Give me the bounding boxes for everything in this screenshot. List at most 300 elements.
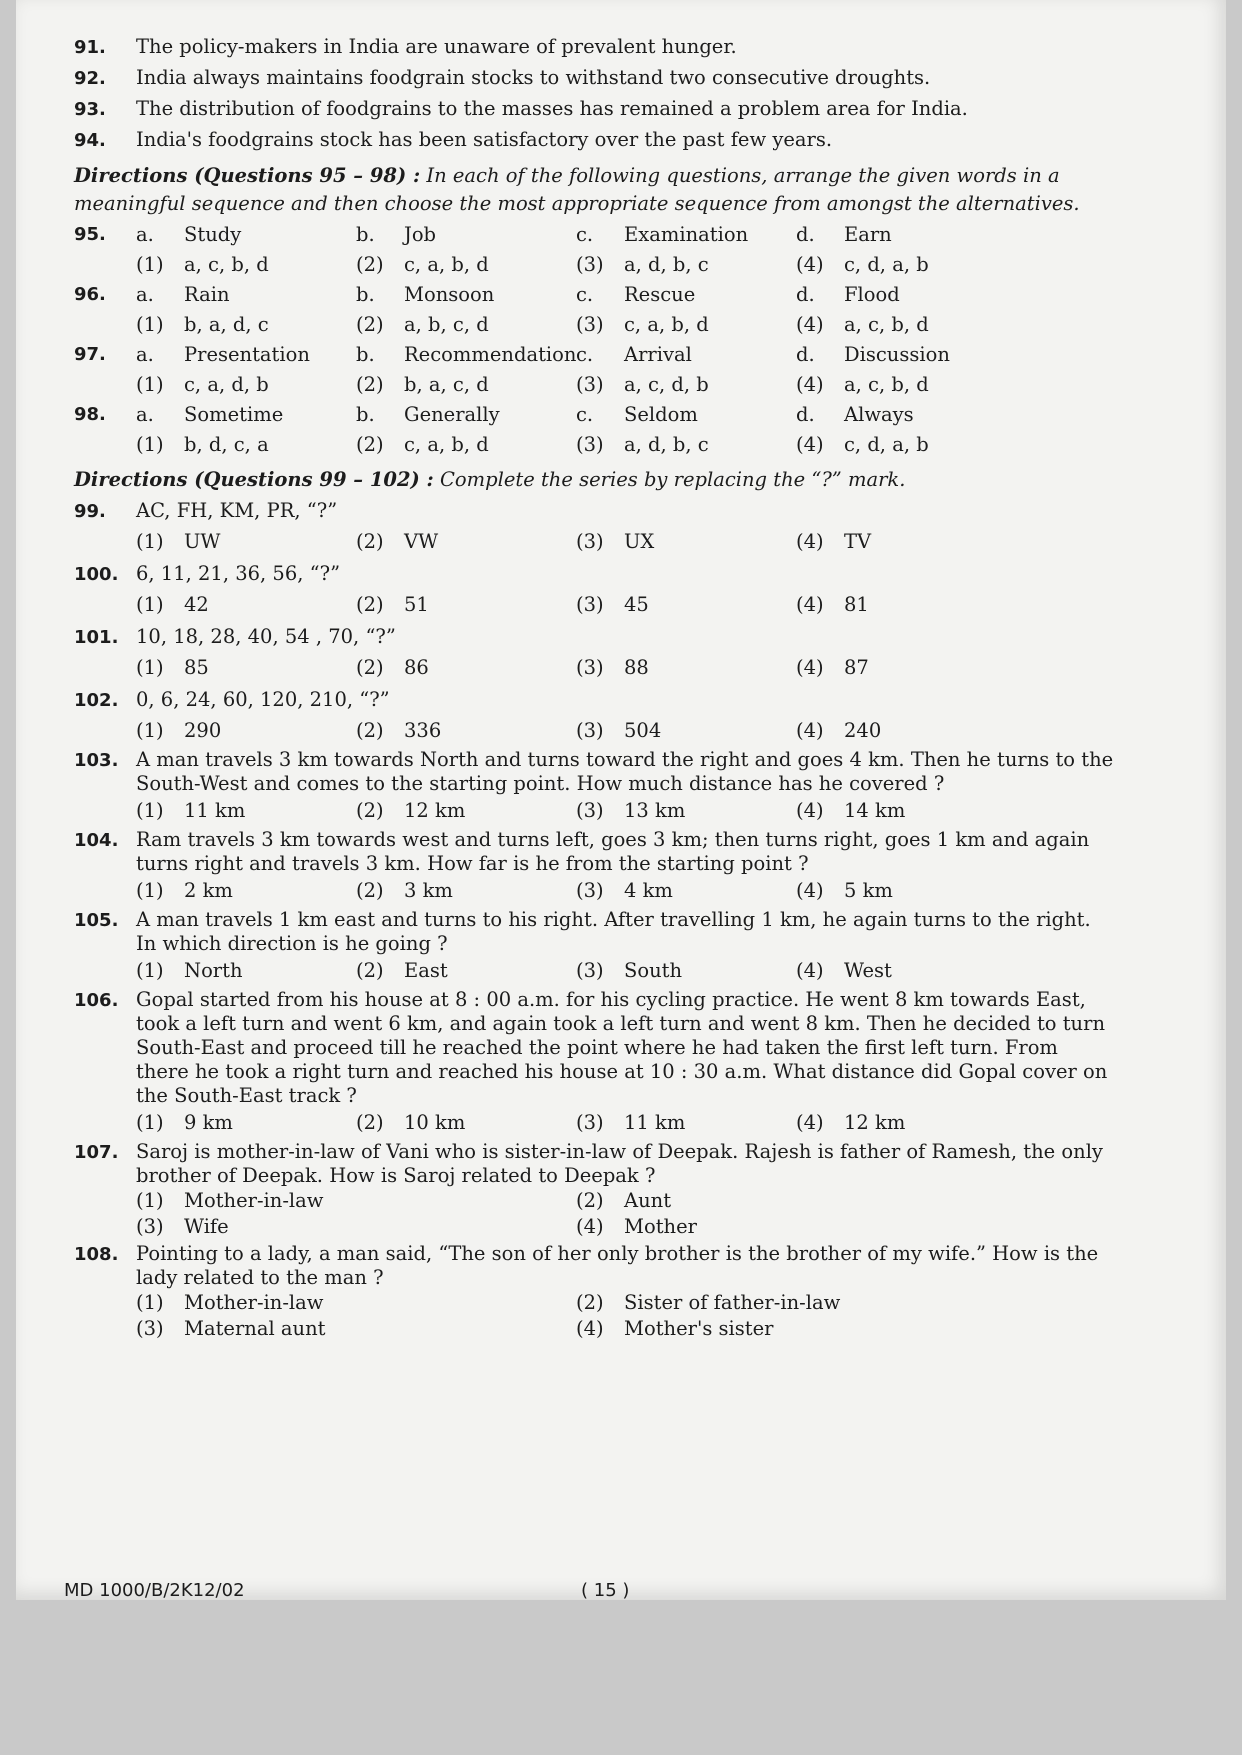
answer-option <box>576 956 796 986</box>
option-text: c, a, d, b <box>184 373 269 396</box>
spacer <box>74 1214 136 1240</box>
answer-option <box>356 310 576 340</box>
option-number: (2) <box>356 433 384 456</box>
option-row <box>74 527 1114 557</box>
word-text: Monsoon <box>404 283 495 306</box>
word-text: Flood <box>844 283 900 306</box>
option-number: (3) <box>576 253 604 276</box>
option-number: (4) <box>796 656 824 679</box>
option-number: (2) <box>356 959 384 982</box>
answer-option <box>796 653 1016 683</box>
word-item <box>796 280 1016 310</box>
word-text: Presentation <box>184 343 310 366</box>
option-row <box>74 796 1114 826</box>
option-text: Mother-in-law <box>184 1189 324 1212</box>
spacer <box>74 1188 136 1214</box>
option-number: (2) <box>576 1189 604 1212</box>
answer-option <box>576 1188 1016 1214</box>
answer-option <box>136 370 356 400</box>
option-text: 336 <box>404 719 442 742</box>
option-text: c, a, b, d <box>404 253 489 276</box>
word-letter: b. <box>356 403 375 426</box>
word-letter: a. <box>136 223 154 246</box>
option-text: 12 km <box>404 799 466 822</box>
option-number: (3) <box>576 373 604 396</box>
answer-option <box>136 1290 576 1316</box>
option-text: 86 <box>404 656 429 679</box>
spacer <box>74 1316 136 1342</box>
statement-text: India's foodgrains stock has been satisfactory over the past few years. <box>136 128 833 151</box>
answer-option <box>356 653 576 683</box>
directions-text: In each of the following questions, arrange the given words in a meaningful sequence and then choose the most appropriate sequence from amongst the alternatives. <box>74 164 1080 215</box>
option-number: (2) <box>356 879 384 902</box>
question-number: 100. <box>74 564 119 585</box>
answer-option <box>576 1290 1016 1316</box>
word-item <box>356 220 576 250</box>
paper-sheet <box>16 0 1226 1600</box>
option-text: 5 km <box>844 879 893 902</box>
question-row <box>74 1242 1114 1290</box>
answer-option <box>136 716 356 746</box>
question-number: 101. <box>74 627 119 648</box>
word-item <box>136 280 356 310</box>
word-letter: c. <box>576 283 594 306</box>
answer-option <box>796 716 1016 746</box>
directions-95-98 <box>74 162 1114 218</box>
word-item <box>136 340 356 370</box>
option-text: 12 km <box>844 1111 906 1134</box>
option-text: Maternal aunt <box>184 1317 326 1340</box>
word-letter: a. <box>136 283 154 306</box>
answer-option <box>796 430 1016 460</box>
spacer <box>74 430 136 460</box>
spacer <box>74 1290 136 1316</box>
word-item <box>796 220 1016 250</box>
option-row <box>74 716 1114 746</box>
word-text: Discussion <box>844 343 950 366</box>
series-questions <box>74 496 1114 746</box>
answer-option <box>576 430 796 460</box>
answer-option <box>356 370 576 400</box>
option-row <box>74 1290 1114 1316</box>
question-number: 105. <box>74 910 119 931</box>
answer-option <box>576 310 796 340</box>
answer-option <box>796 370 1016 400</box>
option-row <box>74 310 1114 340</box>
answer-option <box>356 716 576 746</box>
option-text: Mother's sister <box>624 1317 774 1340</box>
question-number: 94. <box>74 130 106 151</box>
question-number: 98. <box>74 404 106 425</box>
option-number: (3) <box>576 433 604 456</box>
question-text: Pointing to a lady, a man said, “The son of her only brother is the brother of my wife.” How is the lady related to the man ? <box>136 1242 1099 1289</box>
question-number: 96. <box>74 284 106 305</box>
option-number: (3) <box>576 313 604 336</box>
option-number: (3) <box>136 1215 164 1238</box>
option-text: a, d, b, c <box>624 253 709 276</box>
spacer <box>74 956 136 986</box>
option-text: b, d, c, a <box>184 433 269 456</box>
word-item <box>356 400 576 430</box>
answer-option <box>796 1108 1016 1138</box>
question-row <box>74 496 1114 527</box>
answer-option <box>576 370 796 400</box>
option-text: b, a, c, d <box>404 373 489 396</box>
spacer <box>74 590 136 620</box>
answer-option <box>576 796 796 826</box>
question-number: 92. <box>74 68 106 89</box>
answer-option <box>796 956 1016 986</box>
statement-row <box>74 125 1114 156</box>
option-text: c, a, b, d <box>404 433 489 456</box>
question-row <box>74 828 1114 876</box>
question-text: A man travels 3 km towards North and turns toward the right and goes 4 km. Then he turns to the South-West and comes to the starting point. How much distance has he covered ? <box>136 748 1114 795</box>
directions-heading: Directions (Questions 95 – 98) : <box>74 164 421 187</box>
word-item <box>576 220 796 250</box>
option-text: a, c, b, d <box>184 253 269 276</box>
word-letter: a. <box>136 343 154 366</box>
option-number: (1) <box>136 656 164 679</box>
direction-questions <box>74 748 1114 1138</box>
answer-option <box>576 653 796 683</box>
statement-list <box>74 32 1114 156</box>
option-number: (2) <box>356 656 384 679</box>
question-number: 91. <box>74 37 106 58</box>
option-text: South <box>624 959 683 982</box>
word-text: Recommendation <box>404 343 577 366</box>
option-text: 88 <box>624 656 649 679</box>
answer-option <box>136 430 356 460</box>
statement-text: The policy-makers in India are unaware of prevalent hunger. <box>136 35 737 58</box>
word-text: Seldom <box>624 403 698 426</box>
spacer <box>74 1108 136 1138</box>
question-row <box>74 622 1114 653</box>
option-number: (4) <box>796 879 824 902</box>
option-text: a, c, b, d <box>844 373 929 396</box>
option-number: (2) <box>356 253 384 276</box>
question-text: 0, 6, 24, 60, 120, 210, “?” <box>136 688 390 711</box>
answer-option <box>356 956 576 986</box>
word-text: Examination <box>624 223 749 246</box>
question-row <box>74 748 1114 796</box>
answer-option <box>576 250 796 280</box>
word-letter: c. <box>576 403 594 426</box>
option-number: (4) <box>796 719 824 742</box>
answer-option <box>356 876 576 906</box>
answer-option <box>576 876 796 906</box>
word-item <box>796 400 1016 430</box>
word-letter: d. <box>796 343 815 366</box>
question-row <box>74 559 1114 590</box>
option-row <box>74 370 1114 400</box>
answer-option <box>136 1188 576 1214</box>
option-row <box>74 430 1114 460</box>
word-letter: c. <box>576 223 594 246</box>
directions-heading: Directions (Questions 99 – 102) : <box>74 468 434 491</box>
word-letter: d. <box>796 403 815 426</box>
option-text: TV <box>844 530 872 553</box>
word-letter: b. <box>356 283 375 306</box>
option-number: (3) <box>136 1317 164 1340</box>
option-text: a, c, b, d <box>844 313 929 336</box>
option-text: c, d, a, b <box>844 433 929 456</box>
answer-option <box>796 250 1016 280</box>
option-text: West <box>844 959 892 982</box>
word-text: Study <box>184 223 242 246</box>
option-text: 2 km <box>184 879 233 902</box>
statement-text: The distribution of foodgrains to the masses has remained a problem area for India. <box>136 97 968 120</box>
question-text: 10, 18, 28, 40, 54 , 70, “?” <box>136 625 396 648</box>
option-text: 4 km <box>624 879 673 902</box>
spacer <box>74 370 136 400</box>
option-number: (1) <box>136 1111 164 1134</box>
option-row <box>74 1214 1114 1240</box>
option-number: (2) <box>356 530 384 553</box>
question-number: 99. <box>74 501 106 522</box>
option-text: b, a, d, c <box>184 313 269 336</box>
answer-option <box>576 1214 1016 1240</box>
answer-option <box>576 1108 796 1138</box>
word-row <box>74 280 1114 310</box>
word-letter: b. <box>356 223 375 246</box>
option-number: (3) <box>576 799 604 822</box>
option-text: c, a, b, d <box>624 313 709 336</box>
statement-row <box>74 63 1114 94</box>
option-number: (3) <box>576 593 604 616</box>
option-text: 45 <box>624 593 649 616</box>
option-text: 81 <box>844 593 869 616</box>
answer-option <box>356 527 576 557</box>
option-number: (4) <box>796 959 824 982</box>
statement-row <box>74 94 1114 125</box>
word-item <box>136 400 356 430</box>
option-text: Aunt <box>624 1189 672 1212</box>
option-text: 51 <box>404 593 429 616</box>
option-number: (4) <box>796 253 824 276</box>
option-row <box>74 1316 1114 1342</box>
option-number: (1) <box>136 799 164 822</box>
answer-option <box>576 716 796 746</box>
option-number: (4) <box>576 1215 604 1238</box>
answer-option <box>796 527 1016 557</box>
option-number: (1) <box>136 373 164 396</box>
answer-option <box>136 590 356 620</box>
option-text: 42 <box>184 593 209 616</box>
option-text: Wife <box>184 1215 229 1238</box>
word-letter: d. <box>796 283 815 306</box>
option-number: (2) <box>356 799 384 822</box>
option-text: 3 km <box>404 879 453 902</box>
option-row <box>74 956 1114 986</box>
option-text: 9 km <box>184 1111 233 1134</box>
answer-option <box>136 876 356 906</box>
option-text: 240 <box>844 719 882 742</box>
option-number: (4) <box>796 530 824 553</box>
option-text: 11 km <box>624 1111 686 1134</box>
option-number: (3) <box>576 656 604 679</box>
option-text: 87 <box>844 656 869 679</box>
question-text: Gopal started from his house at 8 : 00 a.m. for his cycling practice. He went 8 km towards East, took a left turn and went 6 km, and again took a left turn and went 8 km. Then he decided to turn South-East and proceed till he reached the point where he had taken the first left turn. From there he took a right turn and reached his house at 10 : 30 a.m. What distance did Gopal cover on the South-East track ? <box>136 988 1108 1107</box>
option-number: (3) <box>576 530 604 553</box>
option-number: (4) <box>796 593 824 616</box>
question-number: 103. <box>74 750 119 771</box>
word-text: Sometime <box>184 403 284 426</box>
spacer <box>74 250 136 280</box>
question-text: AC, FH, KM, PR, “?” <box>136 499 338 522</box>
question-number: 97. <box>74 344 106 365</box>
spacer <box>74 527 136 557</box>
option-text: UW <box>184 530 221 553</box>
option-number: (1) <box>136 253 164 276</box>
option-row <box>74 653 1114 683</box>
option-text: Sister of father-in-law <box>624 1291 841 1314</box>
word-letter: a. <box>136 403 154 426</box>
answer-option <box>136 1316 576 1342</box>
page-number: ( 15 ) <box>581 1580 630 1601</box>
option-text: c, d, a, b <box>844 253 929 276</box>
option-number: (4) <box>576 1317 604 1340</box>
option-row <box>74 1188 1114 1214</box>
option-row <box>74 876 1114 906</box>
option-text: North <box>184 959 243 982</box>
answer-option <box>136 1214 576 1240</box>
option-number: (2) <box>576 1291 604 1314</box>
question-text: Saroj is mother-in-law of Vani who is sister-in-law of Deepak. Rajesh is father of Ramesh, the only brother of Deepak. How is Saroj related to Deepak ? <box>136 1140 1103 1187</box>
option-number: (1) <box>136 1291 164 1314</box>
word-item <box>356 280 576 310</box>
option-text: East <box>404 959 448 982</box>
answer-option <box>796 310 1016 340</box>
question-text: 6, 11, 21, 36, 56, “?” <box>136 562 341 585</box>
question-text: A man travels 1 km east and turns to his right. After travelling 1 km, he again turns to the right. In which direction is he going ? <box>136 908 1091 955</box>
option-number: (1) <box>136 1189 164 1212</box>
word-item <box>356 340 576 370</box>
directions-99-102 <box>74 466 1114 494</box>
word-item <box>576 400 796 430</box>
option-number: (2) <box>356 313 384 336</box>
answer-option <box>136 796 356 826</box>
option-text: 504 <box>624 719 662 742</box>
spacer <box>74 653 136 683</box>
option-text: 13 km <box>624 799 686 822</box>
answer-option <box>356 590 576 620</box>
option-number: (2) <box>356 373 384 396</box>
answer-option <box>356 430 576 460</box>
option-number: (1) <box>136 530 164 553</box>
option-row <box>74 250 1114 280</box>
word-letter: c. <box>576 343 594 366</box>
option-text: a, b, c, d <box>404 313 489 336</box>
word-text: Always <box>844 403 914 426</box>
option-number: (3) <box>576 959 604 982</box>
option-row <box>74 590 1114 620</box>
option-number: (2) <box>356 1111 384 1134</box>
word-text: Job <box>404 223 437 246</box>
paper-code: MD 1000/B/2K12/02 <box>64 1580 245 1601</box>
option-number: (1) <box>136 433 164 456</box>
option-text: 290 <box>184 719 222 742</box>
word-letter: b. <box>356 343 375 366</box>
answer-option <box>136 250 356 280</box>
question-row <box>74 908 1114 956</box>
option-text: 14 km <box>844 799 906 822</box>
option-row <box>74 1108 1114 1138</box>
option-number: (3) <box>576 879 604 902</box>
word-text: Rain <box>184 283 230 306</box>
spacer <box>74 796 136 826</box>
relation-questions <box>74 1140 1114 1342</box>
option-number: (1) <box>136 879 164 902</box>
question-row <box>74 685 1114 716</box>
word-text: Arrival <box>624 343 692 366</box>
question-page <box>74 32 1114 1342</box>
option-text: a, d, b, c <box>624 433 709 456</box>
spacer <box>74 876 136 906</box>
answer-option <box>356 250 576 280</box>
answer-option <box>576 1316 1016 1342</box>
option-text: VW <box>404 530 439 553</box>
word-row <box>74 340 1114 370</box>
spacer <box>74 310 136 340</box>
option-number: (4) <box>796 799 824 822</box>
question-row <box>74 1140 1114 1188</box>
word-item <box>796 340 1016 370</box>
answer-option <box>796 590 1016 620</box>
question-number: 107. <box>74 1142 119 1163</box>
answer-option <box>136 310 356 340</box>
option-text: 11 km <box>184 799 246 822</box>
option-number: (4) <box>796 313 824 336</box>
word-text: Generally <box>404 403 500 426</box>
answer-option <box>136 653 356 683</box>
question-number: 108. <box>74 1244 119 1265</box>
option-text: UX <box>624 530 655 553</box>
option-number: (1) <box>136 313 164 336</box>
spacer <box>74 716 136 746</box>
directions-text: Complete the series by replacing the “?” mark. <box>439 468 906 491</box>
option-number: (4) <box>796 433 824 456</box>
sequence-questions <box>74 220 1114 460</box>
word-row <box>74 400 1114 430</box>
question-number: 102. <box>74 690 119 711</box>
option-number: (2) <box>356 593 384 616</box>
option-text: 10 km <box>404 1111 466 1134</box>
question-number: 106. <box>74 990 119 1011</box>
answer-option <box>576 590 796 620</box>
word-text: Rescue <box>624 283 696 306</box>
answer-option <box>796 876 1016 906</box>
option-number: (4) <box>796 1111 824 1134</box>
question-text: Ram travels 3 km towards west and turns left, goes 3 km; then turns right, goes 1 km and again turns right and travels 3 km. How far is he from the starting point ? <box>136 828 1090 875</box>
option-number: (1) <box>136 593 164 616</box>
answer-option <box>136 956 356 986</box>
answer-option <box>576 527 796 557</box>
word-row <box>74 220 1114 250</box>
answer-option <box>356 796 576 826</box>
option-number: (3) <box>576 719 604 742</box>
word-item <box>576 340 796 370</box>
statement-row <box>74 32 1114 63</box>
word-item <box>576 280 796 310</box>
answer-option <box>136 527 356 557</box>
answer-option <box>796 796 1016 826</box>
option-text: Mother <box>624 1215 697 1238</box>
question-number: 93. <box>74 99 106 120</box>
question-number: 104. <box>74 830 119 851</box>
option-text: a, c, d, b <box>624 373 709 396</box>
answer-option <box>356 1108 576 1138</box>
option-number: (3) <box>576 1111 604 1134</box>
